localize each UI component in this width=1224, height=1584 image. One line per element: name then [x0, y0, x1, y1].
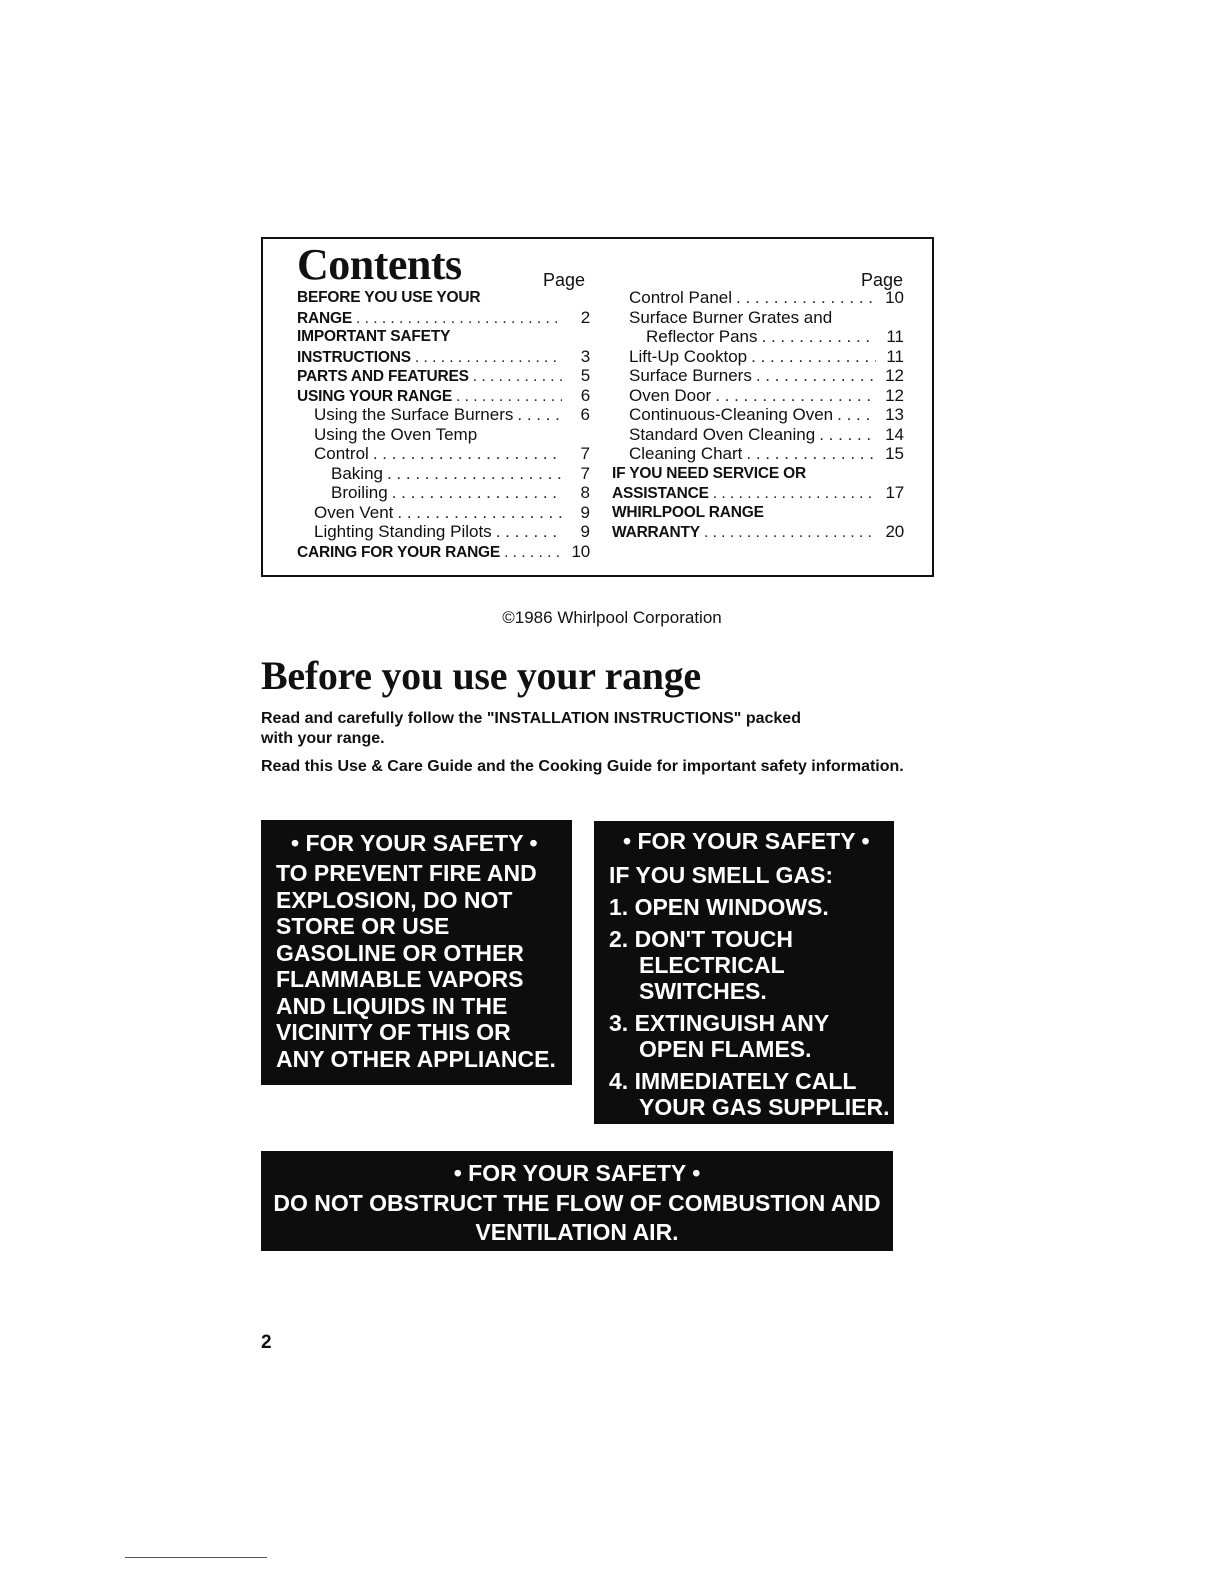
gas-step-line: YOUR GAS SUPPLIER. [639, 1094, 890, 1120]
toc-entry [612, 405, 904, 425]
toc-entry-label: Control [314, 444, 369, 463]
toc-leader-dots [762, 327, 877, 347]
toc-entry [297, 503, 590, 523]
gas-step-line: SWITCHES. [639, 978, 767, 1004]
toc-entry [297, 386, 590, 406]
toc-entry-label: Using the Surface Burners [314, 405, 514, 424]
gas-step-line: 1. OPEN WINDOWS. [609, 894, 829, 920]
safety-warning-line: ANY OTHER APPLIANCE. [276, 1045, 556, 1072]
toc-entry [612, 464, 904, 484]
gas-step-line: 2. DON'T TOUCH [609, 926, 793, 952]
toc-leader-dots [373, 444, 562, 464]
toc-right-column [612, 288, 904, 542]
safety-warning-line: GASOLINE OR OTHER [276, 939, 524, 966]
toc-leader-dots [819, 425, 876, 445]
toc-entry-label: WHIRLPOOL RANGE [612, 503, 764, 521]
gas-step-line: 4. IMMEDIATELY CALL [609, 1068, 857, 1094]
toc-leader-dots [837, 405, 876, 425]
toc-leader-dots [736, 288, 876, 308]
toc-entry-label: BEFORE YOU USE YOUR [297, 289, 481, 306]
toc-entry [612, 503, 904, 523]
safety-warning-line: EXPLOSION, DO NOT [276, 886, 513, 913]
toc-entry-label: Cleaning Chart [629, 444, 743, 463]
toc-entry-page: 5 [580, 366, 590, 385]
toc-entry [612, 347, 904, 367]
toc-entry-page: 10 [885, 288, 904, 307]
gas-step [609, 926, 894, 1004]
gas-step-line: 3. EXTINGUISH ANY [609, 1010, 830, 1036]
toc-leader-dots [356, 309, 562, 329]
toc-entry-label: Lighting Standing Pilots [314, 522, 492, 541]
toc-leader-dots [496, 522, 562, 542]
toc-entry [297, 405, 590, 425]
toc-entry-label: WARRANTY [612, 524, 700, 541]
toc-entry-page: 13 [885, 405, 904, 424]
safety-header: • FOR YOUR SAFETY • [291, 830, 538, 856]
toc-entry [297, 347, 590, 367]
gas-smell-heading: IF YOU SMELL GAS: [609, 862, 834, 888]
toc-entry [297, 444, 590, 464]
safety-warning-gas [594, 821, 894, 1124]
safety-warning-line: FLAMMABLE VAPORS [276, 966, 524, 992]
toc-entry [297, 327, 590, 347]
safety-warning-line: AND LIQUIDS IN THE [276, 992, 508, 1019]
toc-entry [612, 386, 904, 406]
toc-entry-label: Surface Burners [629, 366, 752, 385]
toc-leader-dots [504, 543, 562, 563]
toc-entry-label: Baking [331, 463, 383, 483]
toc-leader-dots [456, 387, 562, 407]
toc-entry [612, 308, 904, 328]
toc-entry-label: RANGE [297, 309, 352, 327]
toc-leader-dots [751, 347, 876, 367]
copyright-notice: ©1986 Whirlpool Corporation [502, 608, 722, 627]
toc-leader-dots [713, 484, 876, 504]
section-heading: Before you use your range [261, 653, 701, 698]
toc-entry-page: 20 [885, 522, 904, 541]
toc-entry [612, 522, 904, 542]
gas-step-line: ELECTRICAL [639, 952, 785, 978]
toc-entry [297, 425, 590, 445]
toc-entry-page: 6 [580, 405, 590, 424]
safety-warning-ventilation [261, 1151, 893, 1251]
toc-entry [612, 327, 904, 347]
toc-left-column [297, 288, 590, 561]
toc-entry [612, 425, 904, 445]
safety-warning-fire [261, 820, 572, 1085]
page-column-header-right: Page [861, 270, 904, 290]
toc-entry-page: 8 [580, 483, 590, 502]
toc-entry-label: Reflector Pans [646, 327, 758, 346]
toc-entry [297, 522, 590, 542]
toc-leader-dots [517, 405, 562, 425]
ventilation-line-2: VENTILATION AIR. [475, 1219, 679, 1245]
toc-entry-page: 11 [886, 327, 904, 346]
safety-header: • FOR YOUR SAFETY • [453, 1160, 701, 1186]
toc-entry [612, 444, 904, 464]
toc-entry [297, 464, 590, 484]
toc-leader-dots [746, 444, 876, 464]
toc-entry-label: Broiling [331, 483, 388, 502]
toc-entry-label: Lift-Up Cooktop [629, 346, 748, 366]
toc-entry-label: Oven Door [629, 385, 712, 405]
toc-entry-label: IMPORTANT SAFETY [297, 328, 451, 345]
safety-warning-line: STORE OR USE [276, 913, 450, 939]
safety-warning-line: VICINITY OF THIS OR [276, 1019, 511, 1045]
toc-entry [297, 366, 590, 386]
toc-entry-page: 12 [885, 366, 904, 385]
toc-entry-page: 7 [580, 444, 590, 463]
toc-entry-label: CARING FOR YOUR RANGE [297, 543, 501, 561]
toc-entry-page: 9 [580, 522, 590, 541]
toc-entry [297, 288, 590, 308]
toc-leader-dots [704, 523, 876, 543]
toc-entry [612, 483, 904, 503]
toc-entry-label: Oven Vent [314, 502, 394, 522]
gas-step [609, 1068, 894, 1120]
toc-leader-dots [756, 366, 876, 386]
toc-entry-label: Continuous-Cleaning Oven [629, 405, 834, 424]
toc-entry-label: INSTRUCTIONS [297, 348, 411, 366]
page-number: 2 [261, 1332, 272, 1353]
gas-steps-list [609, 894, 894, 1120]
toc-entry-label: Surface Burner Grates and [629, 307, 833, 327]
toc-entry-page: 9 [580, 502, 590, 522]
toc-entry [612, 366, 904, 386]
toc-leader-dots [715, 386, 876, 406]
toc-entry-label: Standard Oven Cleaning [629, 424, 816, 444]
intro-paragraph-installation: Read and carefully follow the "INSTALLATION INSTRUCTIONS" packed with your range. [261, 710, 801, 747]
safety-warning-text [276, 860, 572, 1072]
gas-step-line: OPEN FLAMES. [639, 1036, 812, 1062]
safety-header: • FOR YOUR SAFETY • [623, 828, 870, 854]
toc-entry [297, 483, 590, 503]
toc-entry-label: USING YOUR RANGE [297, 387, 452, 405]
toc-entry [297, 542, 590, 562]
toc-entry [612, 288, 904, 308]
gas-step [609, 894, 894, 920]
toc-entry-page: 11 [886, 346, 904, 366]
toc-leader-dots [392, 483, 562, 503]
toc-entry-page: 17 [885, 483, 904, 502]
ventilation-line-1: DO NOT OBSTRUCT THE FLOW OF COMBUSTION AND [273, 1190, 881, 1216]
contents-title: Contents [297, 240, 462, 289]
toc-entry-page: 14 [885, 424, 904, 444]
toc-leader-dots [397, 503, 562, 523]
toc-entry-page: 15 [885, 444, 904, 463]
toc-entry-label: ASSISTANCE [612, 485, 709, 502]
toc-entry [297, 308, 590, 328]
toc-leader-dots [415, 348, 562, 368]
toc-entry-label: PARTS AND FEATURES [297, 368, 469, 385]
toc-leader-dots [387, 464, 562, 484]
toc-entry-page: 6 [580, 385, 590, 405]
toc-entry-page: 10 [571, 541, 590, 561]
toc-entry-page: 3 [580, 346, 590, 366]
gas-step [609, 1010, 894, 1062]
toc-entry-page: 7 [580, 463, 590, 483]
footer-rule [125, 1557, 267, 1558]
page-column-header-left: Page [543, 270, 586, 290]
toc-entry-label: IF YOU NEED SERVICE OR [612, 464, 806, 482]
toc-entry-label: Control Panel [629, 288, 733, 307]
toc-entry-page: 2 [580, 307, 590, 327]
toc-leader-dots [473, 367, 562, 387]
intro-paragraph-use-care: Read this Use & Care Guide and the Cooking Guide for important safety information. [261, 758, 904, 775]
toc-entry-page: 12 [885, 385, 904, 405]
safety-warning-line: TO PREVENT FIRE AND [276, 860, 537, 886]
toc-entry-label: Using the Oven Temp [314, 424, 478, 444]
